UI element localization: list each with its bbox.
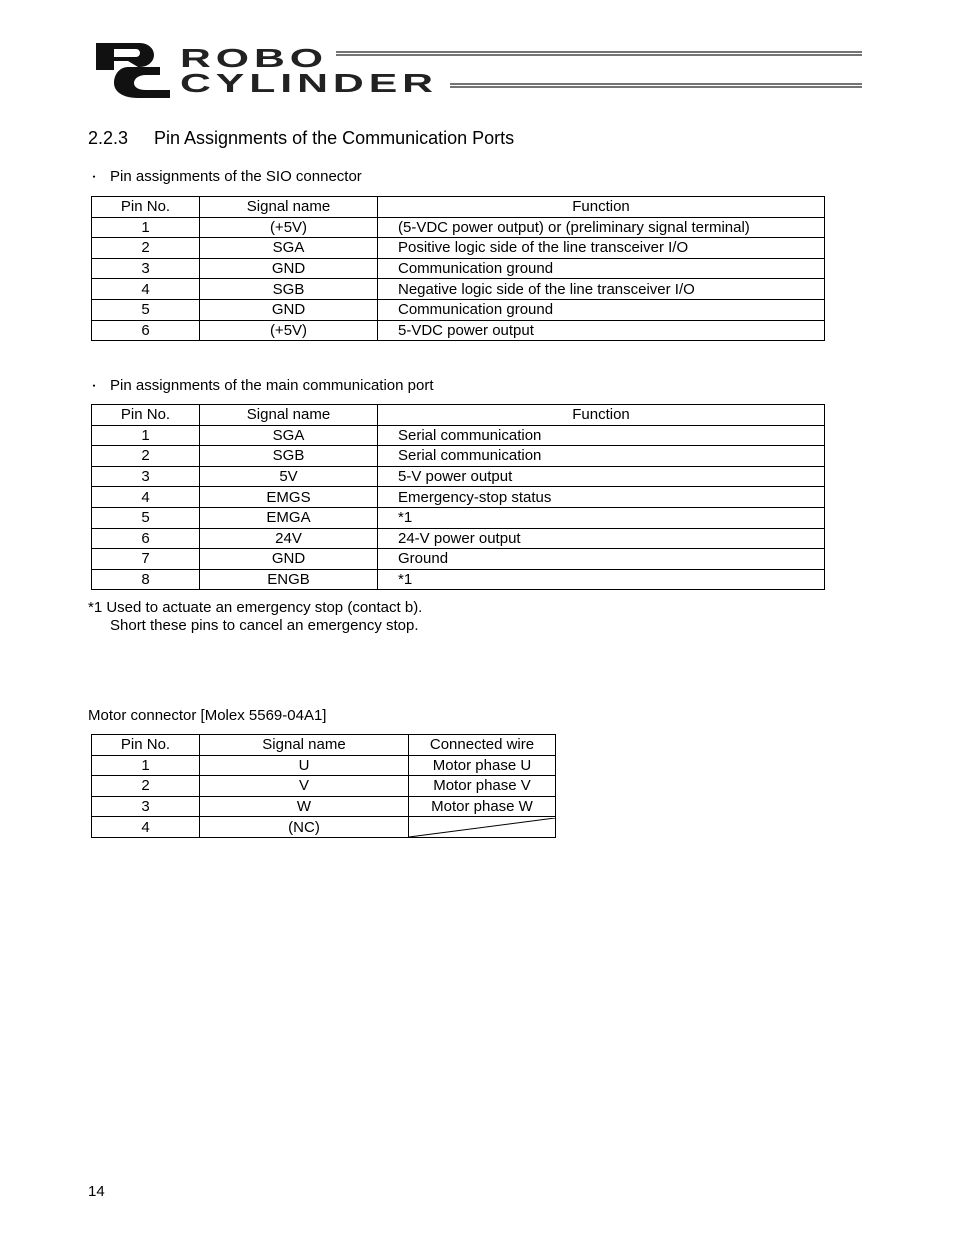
pin-no-cell: 2 bbox=[92, 238, 200, 259]
connected-wire-cell: Motor phase W bbox=[409, 796, 556, 817]
main-port-pin-table bbox=[91, 404, 825, 590]
main-port-caption bbox=[88, 377, 434, 394]
signal-name-cell: SGB bbox=[200, 279, 378, 300]
table-header-row bbox=[92, 197, 825, 218]
signal-name-cell: SGB bbox=[200, 446, 378, 467]
footnote-line-1: *1 Used to actuate an emergency stop (contact b). bbox=[88, 599, 423, 616]
pin-no-cell: 8 bbox=[92, 569, 200, 590]
function-cell: Communication ground bbox=[378, 258, 825, 279]
table-row bbox=[92, 425, 825, 446]
signal-name-cell: (+5V) bbox=[200, 320, 378, 341]
signal-name-cell: (NC) bbox=[200, 817, 409, 838]
signal-name-cell: ENGB bbox=[200, 569, 378, 590]
signal-name-cell: W bbox=[200, 796, 409, 817]
section-title: Pin Assignments of the Communication Ports bbox=[154, 128, 515, 148]
table-row bbox=[92, 528, 825, 549]
function-cell: Serial communication bbox=[378, 425, 825, 446]
signal-name-cell: SGA bbox=[200, 238, 378, 259]
function-cell: *1 bbox=[378, 569, 825, 590]
logo-graphic bbox=[92, 40, 867, 98]
bullet-icon: ・ bbox=[88, 170, 101, 184]
function-cell: Positive logic side of the line transceiver I/O bbox=[378, 238, 825, 259]
header-pin-no: Pin No. bbox=[92, 735, 200, 756]
header-pin-no: Pin No. bbox=[92, 197, 200, 218]
table-row bbox=[92, 755, 556, 776]
table-row bbox=[92, 258, 825, 279]
connected-wire-cell: Motor phase V bbox=[409, 776, 556, 797]
diagonal-line-icon bbox=[409, 818, 555, 837]
table-row bbox=[92, 569, 825, 590]
section-number: 2.2.3 bbox=[88, 128, 129, 148]
header-function: Function bbox=[378, 405, 825, 426]
signal-name-cell: GND bbox=[200, 299, 378, 320]
table-row bbox=[92, 320, 825, 341]
table-row bbox=[92, 549, 825, 570]
function-cell: 5-VDC power output bbox=[378, 320, 825, 341]
pin-no-cell: 1 bbox=[92, 755, 200, 776]
function-cell: Emergency-stop status bbox=[378, 487, 825, 508]
motor-connector-table bbox=[91, 734, 556, 838]
function-cell: (5-VDC power output) or (preliminary signal terminal) bbox=[378, 217, 825, 238]
pin-no-cell: 2 bbox=[92, 776, 200, 797]
pin-no-cell: 5 bbox=[92, 299, 200, 320]
pin-no-cell: 2 bbox=[92, 446, 200, 467]
table-row bbox=[92, 217, 825, 238]
pin-no-cell: 3 bbox=[92, 796, 200, 817]
signal-name-cell: 24V bbox=[200, 528, 378, 549]
signal-name-cell: 5V bbox=[200, 466, 378, 487]
table-row bbox=[92, 279, 825, 300]
table-row bbox=[92, 817, 556, 838]
header-signal-name: Signal name bbox=[200, 197, 378, 218]
function-cell: 24-V power output bbox=[378, 528, 825, 549]
signal-name-cell: U bbox=[200, 755, 409, 776]
signal-name-cell: SGA bbox=[200, 425, 378, 446]
signal-name-cell: (+5V) bbox=[200, 217, 378, 238]
function-cell: 5-V power output bbox=[378, 466, 825, 487]
pin-no-cell: 6 bbox=[92, 528, 200, 549]
section-heading bbox=[88, 128, 514, 149]
header-connected-wire: Connected wire bbox=[409, 735, 556, 756]
table-row bbox=[92, 238, 825, 259]
robo-cylinder-logo bbox=[92, 40, 867, 98]
table-row bbox=[92, 466, 825, 487]
signal-name-cell: V bbox=[200, 776, 409, 797]
footnote bbox=[88, 599, 422, 635]
pin-no-cell: 5 bbox=[92, 507, 200, 528]
footnote-line-2: Short these pins to cancel an emergency stop. bbox=[110, 617, 419, 634]
page-number: 14 bbox=[88, 1183, 105, 1200]
pin-no-cell: 4 bbox=[92, 817, 200, 838]
pin-no-cell: 1 bbox=[92, 425, 200, 446]
header-signal-name: Signal name bbox=[200, 405, 378, 426]
sio-pin-table bbox=[91, 196, 825, 341]
sio-caption bbox=[88, 168, 362, 185]
table-row bbox=[92, 299, 825, 320]
pin-no-cell: 4 bbox=[92, 279, 200, 300]
header-signal-name: Signal name bbox=[200, 735, 409, 756]
function-cell: Serial communication bbox=[378, 446, 825, 467]
pin-no-cell: 4 bbox=[92, 487, 200, 508]
connected-wire-cell: Motor phase U bbox=[409, 755, 556, 776]
pin-no-cell: 6 bbox=[92, 320, 200, 341]
svg-text:CYLINDER: CYLINDER bbox=[180, 68, 438, 98]
signal-name-cell: EMGS bbox=[200, 487, 378, 508]
pin-no-cell: 3 bbox=[92, 258, 200, 279]
signal-name-cell: GND bbox=[200, 549, 378, 570]
header-pin-no: Pin No. bbox=[92, 405, 200, 426]
table-header-row bbox=[92, 735, 556, 756]
table-row bbox=[92, 796, 556, 817]
function-cell: Negative logic side of the line transceiver I/O bbox=[378, 279, 825, 300]
table-row bbox=[92, 446, 825, 467]
signal-name-cell: EMGA bbox=[200, 507, 378, 528]
function-cell: Ground bbox=[378, 549, 825, 570]
table-row bbox=[92, 776, 556, 797]
sio-caption-text: Pin assignments of the SIO connector bbox=[110, 168, 362, 185]
pin-no-cell: 7 bbox=[92, 549, 200, 570]
main-port-caption-text: Pin assignments of the main communication port bbox=[110, 377, 434, 394]
signal-name-cell: GND bbox=[200, 258, 378, 279]
table-header-row bbox=[92, 405, 825, 426]
pin-no-cell: 3 bbox=[92, 466, 200, 487]
function-cell: *1 bbox=[378, 507, 825, 528]
pin-no-cell: 1 bbox=[92, 217, 200, 238]
function-cell: Communication ground bbox=[378, 299, 825, 320]
motor-connector-caption: Motor connector [Molex 5569-04A1] bbox=[88, 707, 327, 724]
table-row bbox=[92, 487, 825, 508]
header-function: Function bbox=[378, 197, 825, 218]
empty-diagonal-cell bbox=[409, 817, 556, 838]
bullet-icon: ・ bbox=[88, 379, 101, 393]
svg-text:ROBO: ROBO bbox=[180, 43, 328, 73]
table-row bbox=[92, 507, 825, 528]
